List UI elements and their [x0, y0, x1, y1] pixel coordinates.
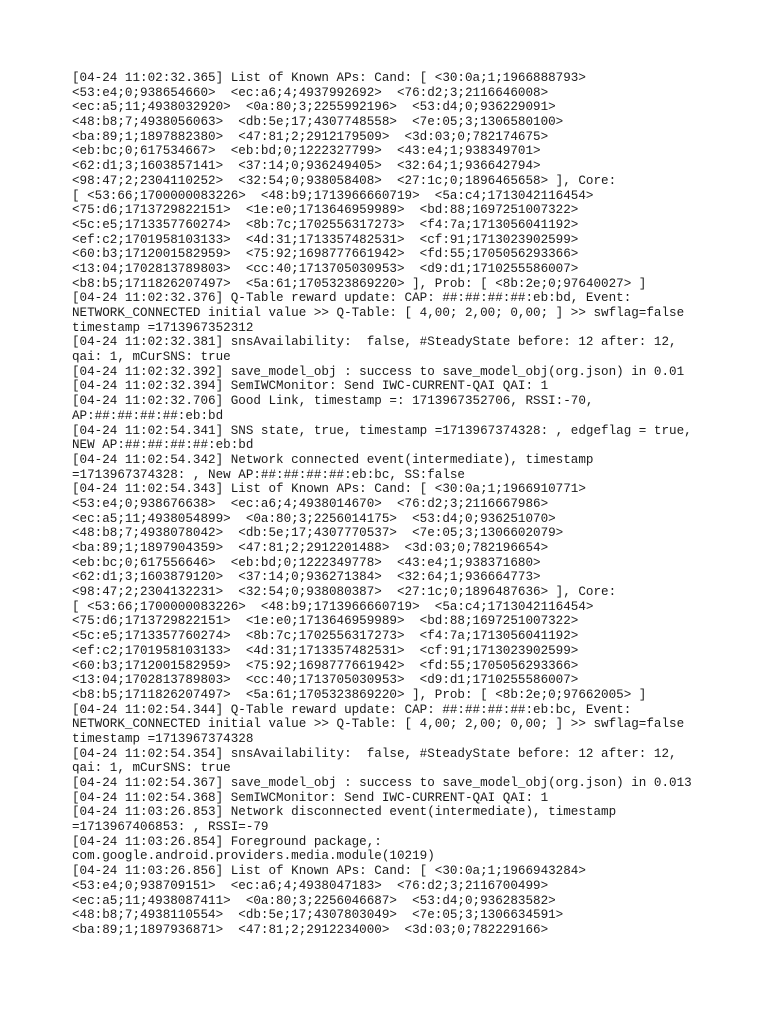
log-line: [ <53:66;1700000083226> <48:b9;1713966660719> <5a:c4;1713042116454> — [72, 599, 594, 614]
log-line: <60:b3;1712001582959> <75:92;1698777661942> <fd:55;1705056293366> — [72, 247, 579, 262]
log-line: timestamp =1713967352312 — [72, 320, 254, 335]
log-line: NEW AP:##:##:##:##:eb:bd — [72, 438, 254, 453]
log-line: <eb:bc;0;617534667> <eb:bd;0;1222327799> <43:e4;1;938349701> — [72, 144, 541, 159]
log-line: <ec:a5;11;4938054899> <0a:80;3;2256014175> <53:d4;0;936251070> — [72, 511, 556, 526]
log-line: [04-24 11:02:54.343] List of Known APs: Cand: [ <30:0a;1;1966910771> — [72, 482, 586, 497]
log-line: =1713967374328: , New AP:##:##:##:##:eb:bc, SS:false — [72, 467, 465, 482]
log-line: NETWORK_CONNECTED initial value >> Q-Table: [ 4,00; 2,00; 0,00; ] >> swflag=false — [72, 717, 685, 732]
log-line: <48:b8;7;4938056063> <db:5e;17;4307748558> <7e:05;3;1306580100> — [72, 115, 564, 130]
log-line: [04-24 11:03:26.853] Network disconnected event(intermediate), timestamp — [72, 805, 617, 820]
log-line: <53:e4;0;938676638> <ec:a6;4;4938014670> <76:d2;3;2116667986> — [72, 496, 549, 511]
log-line: [ <53:66;1700000083226> <48:b9;1713966660719> <5a:c4;1713042116454> — [72, 188, 594, 203]
log-line: <53:e4;0;938709151> <ec:a6;4;4938047183> <76:d2;3;2116700499> — [72, 878, 549, 893]
log-line: <ef:c2;1701958103133> <4d:31;1713357482531> <cf:91;1713023902599> — [72, 643, 579, 658]
log-line: <62:d1;3;1603879120> <37:14;0;936271384> <32:64;1;936664773> — [72, 570, 541, 585]
log-line: [04-24 11:02:32.365] List of Known APs: Cand: [ <30:0a;1;1966888793> — [72, 71, 586, 85]
log-line: [04-24 11:03:26.854] Foreground package,: — [72, 834, 382, 849]
log-line: [04-24 11:02:54.341] SNS state, true, timestamp =1713967374328: , edgeflag = true, — [72, 423, 692, 438]
log-line: <13:04;1702813789803> <cc:40;1713705030953> <d9:d1;1710255586007> — [72, 261, 579, 276]
log-line: <13:04;1702813789803> <cc:40;1713705030953> <d9:d1;1710255586007> — [72, 673, 579, 688]
log-line: <5c:e5;1713357760274> <8b:7c;1702556317273> <f4:7a;1713056041192> — [72, 629, 579, 644]
log-line: <53:e4;0;938654660> <ec:a6;4;4937992692> <76:d2;3;2116646008> — [72, 85, 549, 100]
log-line: qai: 1, mCurSNS: true — [72, 350, 231, 365]
log-line: [04-24 11:02:32.394] SemIWCMonitor: Send IWC-CURRENT-QAI QAI: 1 — [72, 379, 549, 394]
log-line: com.google.android.providers.media.module(10219) — [72, 849, 435, 864]
log-line: <98:47;2;2304110252> <32:54;0;938058408> <27:1c;0;1896465658> ], Core: — [72, 173, 617, 188]
log-line: <5c:e5;1713357760274> <8b:7c;1702556317273> <f4:7a;1713056041192> — [72, 217, 579, 232]
log-line: <b8:b5;1711826207497> <5a:61;1705323869220> ], Prob: [ <8b:2e;0;97640027> ] — [72, 276, 647, 291]
log-line: <ba:89;1;1897882380> <47:81;2;2912179509> <3d:03;0;782174675> — [72, 129, 549, 144]
log-line: <98:47;2;2304132231> <32:54;0;938080387> <27:1c;0;1896487636> ], Core: — [72, 585, 617, 600]
log-line: <ec:a5;11;4938087411> <0a:80;3;2256046687> <53:d4;0;936283582> — [72, 893, 556, 908]
log-line: <b8:b5;1711826207497> <5a:61;1705323869220> ], Prob: [ <8b:2e;0;97662005> ] — [72, 687, 647, 702]
log-line: <eb:bc;0;617556646> <eb:bd;0;1222349778> <43:e4;1;938371680> — [72, 555, 541, 570]
log-line: <62:d1;3;1603857141> <37:14;0;936249405> <32:64;1;936642794> — [72, 159, 541, 174]
log-line: [04-24 11:02:54.368] SemIWCMonitor: Send IWC-CURRENT-QAI QAI: 1 — [72, 790, 549, 805]
log-line: [04-24 11:02:54.367] save_model_obj : success to save_model_obj(org.json) in 0.013 — [72, 776, 692, 790]
log-line: <60:b3;1712001582959> <75:92;1698777661942> <fd:55;1705056293366> — [72, 658, 579, 673]
log-line: =1713967406853: , RSSI=-79 — [72, 820, 269, 835]
log-line: qai: 1, mCurSNS: true — [72, 761, 231, 776]
log-line: <75:d6;1713729822151> <1e:e0;1713646959989> <bd:88;1697251007322> — [72, 614, 579, 629]
log-line: <ef:c2;1701958103133> <4d:31;1713357482531> <cf:91;1713023902599> — [72, 232, 579, 247]
log-line: <ec:a5;11;4938032920> <0a:80;3;2255992196> <53:d4;0;936229091> — [72, 100, 556, 115]
log-line: <ba:89;1;1897936871> <47:81;2;2912234000> <3d:03;0;782229166> — [72, 922, 549, 937]
log-line: NETWORK_CONNECTED initial value >> Q-Table: [ 4,00; 2,00; 0,00; ] >> swflag=false — [72, 306, 685, 320]
log-line: [04-24 11:02:54.344] Q-Table reward update: CAP: ##:##:##:##:eb:bc, Event: — [72, 702, 632, 717]
log-line: [04-24 11:02:32.376] Q-Table reward update: CAP: ##:##:##:##:eb:bd, Event: — [72, 291, 632, 306]
log-line: [04-24 11:02:32.392] save_model_obj : success to save_model_obj(org.json) in 0.01 — [72, 364, 685, 379]
log-line: <75:d6;1713729822151> <1e:e0;1713646959989> <bd:88;1697251007322> — [72, 203, 579, 218]
log-text-block — [72, 71, 712, 938]
log-line: [04-24 11:02:32.381] snsAvailability: false, #SteadyState before: 12 after: 12, — [72, 335, 677, 350]
log-line: [04-24 11:03:26.856] List of Known APs: Cand: [ <30:0a;1;1966943284> — [72, 864, 586, 879]
log-line: [04-24 11:02:54.354] snsAvailability: false, #SteadyState before: 12 after: 12, — [72, 746, 677, 761]
log-line: [04-24 11:02:54.342] Network connected event(intermediate), timestamp — [72, 452, 594, 467]
log-line: <ba:89;1;1897904359> <47:81;2;2912201488> <3d:03;0;782196654> — [72, 541, 549, 555]
log-line: <48:b8;7;4938110554> <db:5e;17;4307803049> <7e:05;3;1306634591> — [72, 908, 564, 923]
log-line: timestamp =1713967374328 — [72, 731, 254, 746]
log-line: <48:b8;7;4938078042> <db:5e;17;4307770537> <7e:05;3;1306602079> — [72, 526, 564, 541]
log-line: AP:##:##:##:##:eb:bd — [72, 408, 224, 423]
log-line: [04-24 11:02:32.706] Good Link, timestamp =: 1713967352706, RSSI:-70, — [72, 394, 594, 409]
